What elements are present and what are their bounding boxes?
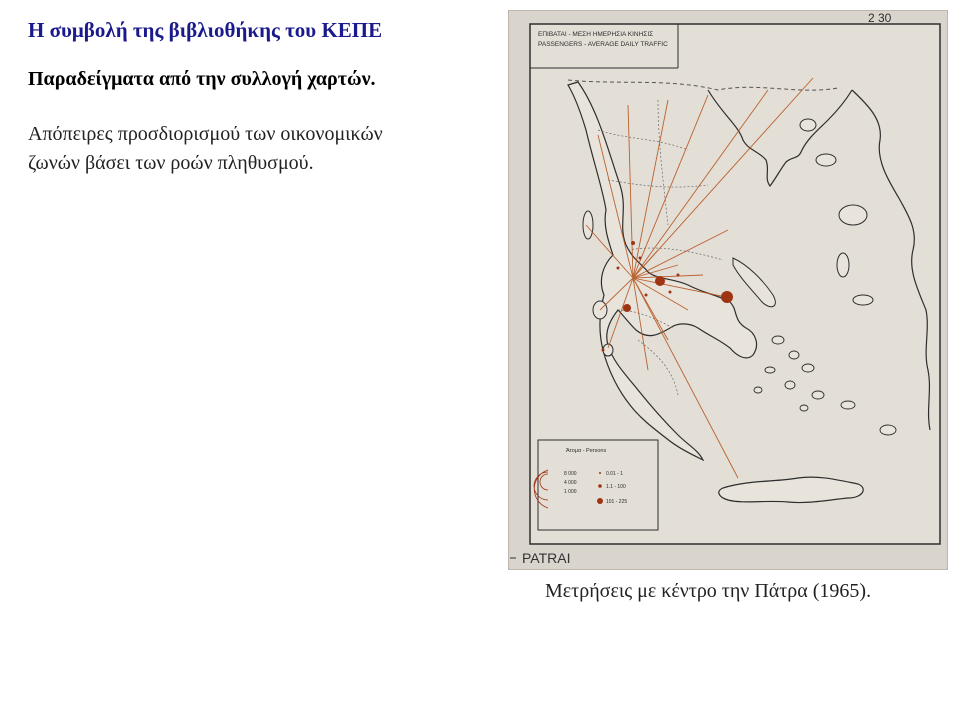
map-header-english: PASSENGERS - AVERAGE DAILY TRAFFIC — [538, 41, 668, 48]
legend-scale-1000: 1 000 — [564, 489, 577, 495]
map-of-greece — [508, 10, 948, 570]
lemnos-island — [816, 154, 836, 166]
body-line-2: ζωνών βάσει των ροών πληθυσμού. — [28, 152, 314, 174]
dot-agrinio — [631, 241, 635, 245]
thasos-island — [800, 119, 816, 131]
map-caption: Μετρήσεις με κέντρο την Πάτρα (1965). — [545, 580, 872, 602]
dot-athens — [721, 291, 733, 303]
dot-pyrgos — [623, 304, 631, 312]
slide-title: Η συμβολή της βιβλιοθήκης του ΚΕΠΕ — [28, 18, 383, 42]
chios-island — [837, 253, 849, 277]
lesbos-island — [839, 205, 867, 225]
legend-scale-8000: 8 000 — [564, 471, 577, 477]
map-header-greek: ΕΠΙΒΑΤΑΙ - ΜΕΣΗ ΗΜΕΡΗΣΙΑ ΚΙΝΗΣΙΣ — [538, 31, 654, 38]
slide-subtitle: Παραδείγματα από την συλλογή χαρτών. — [28, 68, 376, 90]
legend-scale-4000: 4 000 — [564, 480, 577, 486]
samos-island — [853, 295, 873, 305]
legend-item-2: 1.1 - 100 — [606, 484, 626, 490]
body-line-1: Απόπειρες προσδιορισμού των οικονομικών — [28, 123, 383, 145]
legend-item-3: 101 - 225 — [606, 499, 628, 505]
corfu-island — [583, 211, 593, 239]
map-photo — [508, 10, 948, 570]
legend-title: Άτομα - Persons — [566, 448, 607, 454]
slide-body-text — [28, 120, 488, 178]
dot-patras-area — [655, 276, 665, 286]
map-page-number: 2 30 — [868, 11, 892, 25]
legend-item-1: 0.01 - 1 — [606, 471, 623, 477]
map-city-label: PATRAI — [522, 550, 571, 566]
